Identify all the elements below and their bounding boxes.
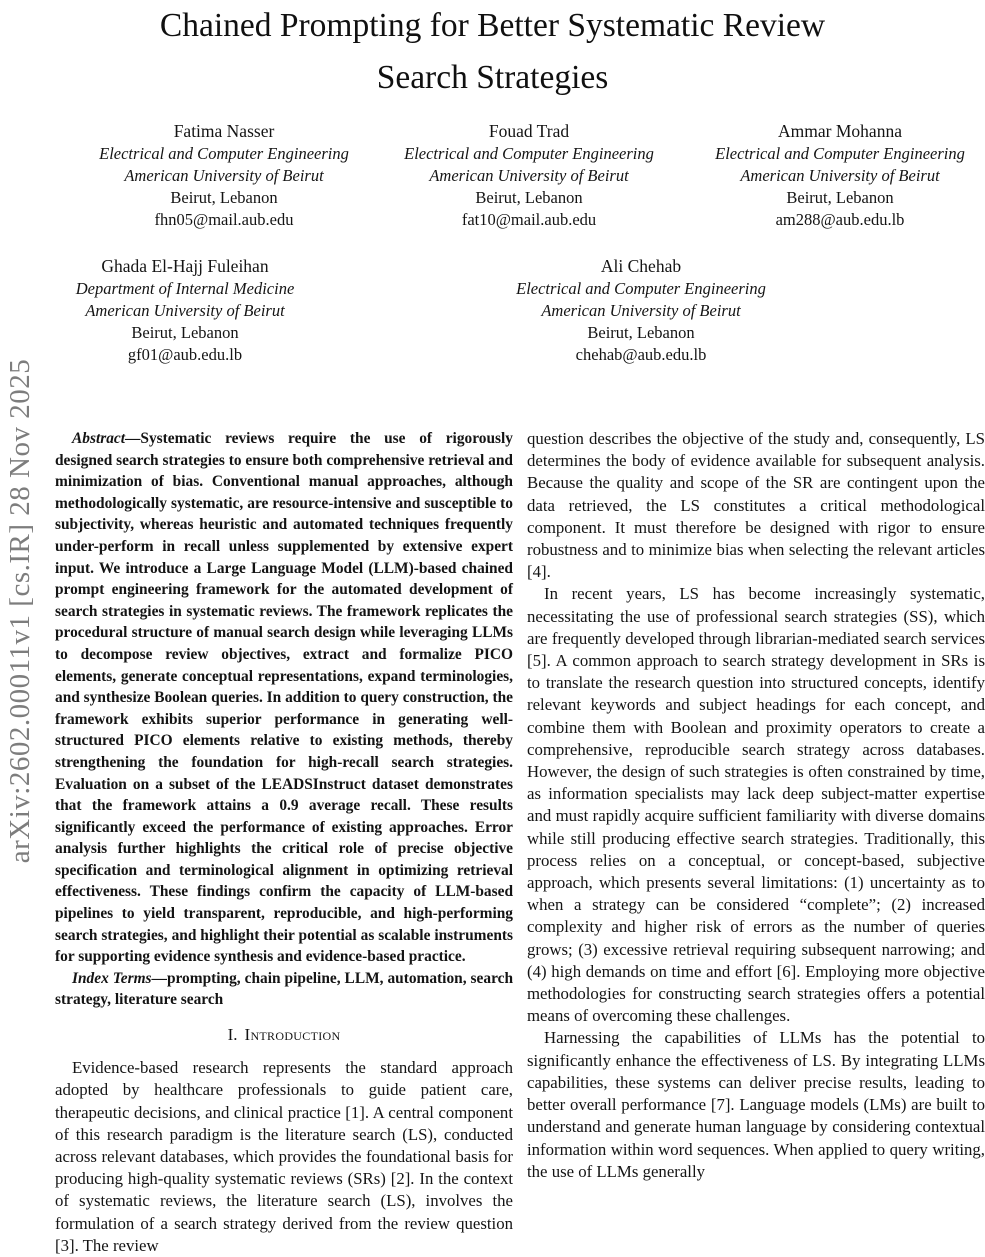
author-name: Fatima Nasser: [173, 121, 275, 141]
author-location: Beirut, Lebanon: [170, 188, 278, 207]
author-email: am288@aub.edu.lb: [775, 210, 905, 229]
index-terms-paragraph: [55, 968, 513, 1011]
abstract-paragraph: [55, 428, 513, 968]
author-location: Beirut, Lebanon: [587, 323, 695, 342]
author-location: Beirut, Lebanon: [131, 323, 239, 342]
paper-title-line1: Chained Prompting for Better Systematic Review: [159, 7, 826, 44]
author-institution: American University of Beirut: [429, 166, 629, 185]
index-terms-label: Index Terms: [72, 969, 152, 987]
intro-paragraph-2: In recent years, LS has become increasingly systematic, necessitating the use of professional search strategies (SS), which are frequently developed through librarian-mediated search services [5]. A common approach to search strategy development in SRs is to translate the research question into structured concepts, identify relevant keywords and subject headings for each concept, and combine them with Boolean and proximity operators to create a comprehensive, reproducible search strategy across databases. However, the design of such strategies is often constrained by time, as information specialists may lack deep subject-matter expertise and must rapidly acquire sufficient familiarity with diverse domains while still producing effective search strategies. Traditionally, this process relies on a conceptual, or concept-based, subjective approach, which presents several limitations: (1) uncertainty as to when a strategy can be considered “complete”; (2) increased complexity and higher risk of errors as the number of queries grows; (3) excessive retrieval requiring subsequent narrowing; and (4) high demands on time and effort [6]. Employing more objective methodologies for constructing search strategies offers a potential means of overcoming these challenges.: [527, 584, 985, 1026]
section-number: I.: [227, 1025, 238, 1045]
author-email: fhn05@mail.aub.edu: [154, 210, 294, 229]
author-department: Electrical and Computer Engineering: [99, 144, 349, 163]
author-name: Ali Chehab: [600, 256, 682, 276]
author-department: Electrical and Computer Engineering: [715, 144, 965, 163]
index-terms-text: —prompting, chain pipeline, LLM, automation, search strategy, literature search: [55, 969, 514, 1009]
intro-paragraph-3: Harnessing the capabilities of LLMs has the potential to significantly enhance the effectiveness of LS. By integrating LLMs capabilities, these systems can deliver precise results, leading to better overall performance [7]. Language models (LMs) are built to understand and generate human language by considering contextual information within word sequences. When applied to query writing, the use of LLMs generally: [527, 1028, 985, 1181]
author-department: Department of Internal Medicine: [75, 279, 295, 298]
abstract-label: Abstract: [72, 430, 126, 447]
author-department: Electrical and Computer Engineering: [404, 144, 654, 163]
section-heading-introduction: [55, 1024, 513, 1046]
author-block-ammar-mohanna: [690, 119, 985, 231]
author-email: fat10@mail.aub.edu: [461, 210, 597, 229]
author-institution: American University of Beirut: [85, 301, 285, 320]
author-block-fouad-trad: [364, 119, 694, 231]
author-department: Electrical and Computer Engineering: [516, 279, 766, 298]
paper-title: [0, 0, 985, 104]
body-column-left: [55, 428, 513, 1257]
author-block-ali-chehab: [476, 254, 806, 366]
author-block-fatima-nasser: [59, 119, 389, 231]
author-institution: American University of Beirut: [740, 166, 940, 185]
intro-paragraph-1-left: Evidence-based research represents the standard approach adopted by healthcare professionals to guide patient care, therapeutic decisions, and clinical practice [1]. A central component of this research paradigm is the literature search (LS), conducted across relevant databases, which provides the foundational basis for producing high-quality systematic reviews (SRs) [2]. In the context of systematic reviews, the literature search (LS), involves the formulation of a search strategy derived from the review question [3]. The review: [55, 1058, 513, 1255]
author-location: Beirut, Lebanon: [786, 188, 894, 207]
author-institution: American University of Beirut: [124, 166, 324, 185]
intro-paragraph-1-continued: question describes the objective of the study and, consequently, LS determines the body of evidence available for subsequent analysis. Because the quality and scope of the SR are contingent upon the data retrieved, the LS constitutes a critical methodological component. It must therefore be designed with rigor to ensure robustness and to minimize bias when selecting the relevant articles [4].: [527, 429, 985, 582]
body-column-right: [527, 428, 985, 1183]
author-name: Fouad Trad: [488, 121, 570, 141]
author-block-ghada-el-hajj-fuleihan: [20, 254, 350, 366]
author-institution: American University of Beirut: [541, 301, 741, 320]
abstract-text: —Systematic reviews require the use of rigorously designed search strategies to ensure both comprehensive retrieval and minimization of bias. Conventional manual approaches, although methodologically systematic, are resource-intensive and susceptible to subjectivity, whereas heuristic and automated techniques frequently under-perform in recall unless supplemented by extensive expert input. We introduce a Large Language Model (LLM)-based chained prompt engineering framework for the automated development of search strategies in systematic reviews. The framework replicates the procedural structure of manual search design while leveraging LLMs to decompose review objectives, extract and formalize PICO elements, generate conceptual representations, expand terminologies, and synthesize Boolean queries. In addition to query construction, the framework exhibits superior performance in generating well-structured PICO elements relative to existing methods, thereby strengthening the foundation for high-recall search strategies. Evaluation on a subset of the LEADSInstruct dataset demonstrates that the framework attains a 0.9 average recall. These results significantly exceed the performance of existing approaches. Error analysis further highlights the critical role of precise objective specification and terminological alignment in optimizing retrieval effectiveness. These findings confirm the capacity of LLM-based pipelines to yield transparent, reproducible, and high-performing search strategies, and highlight their potential as scalable instruments for supporting evidence synthesis and evidence-based practice.: [55, 430, 513, 966]
author-location: Beirut, Lebanon: [475, 188, 583, 207]
author-email: gf01@aub.edu.lb: [127, 345, 243, 364]
author-name: Ammar Mohanna: [778, 121, 902, 141]
arxiv-watermark: arXiv:2602.00011v1 [cs.IR] 28 Nov 2025: [4, 358, 36, 864]
section-title: Introduction: [244, 1025, 341, 1045]
author-email: chehab@aub.edu.lb: [575, 345, 707, 364]
paper-title-line2: Search Strategies: [376, 59, 609, 96]
author-name: Ghada El-Hajj Fuleihan: [101, 256, 269, 276]
